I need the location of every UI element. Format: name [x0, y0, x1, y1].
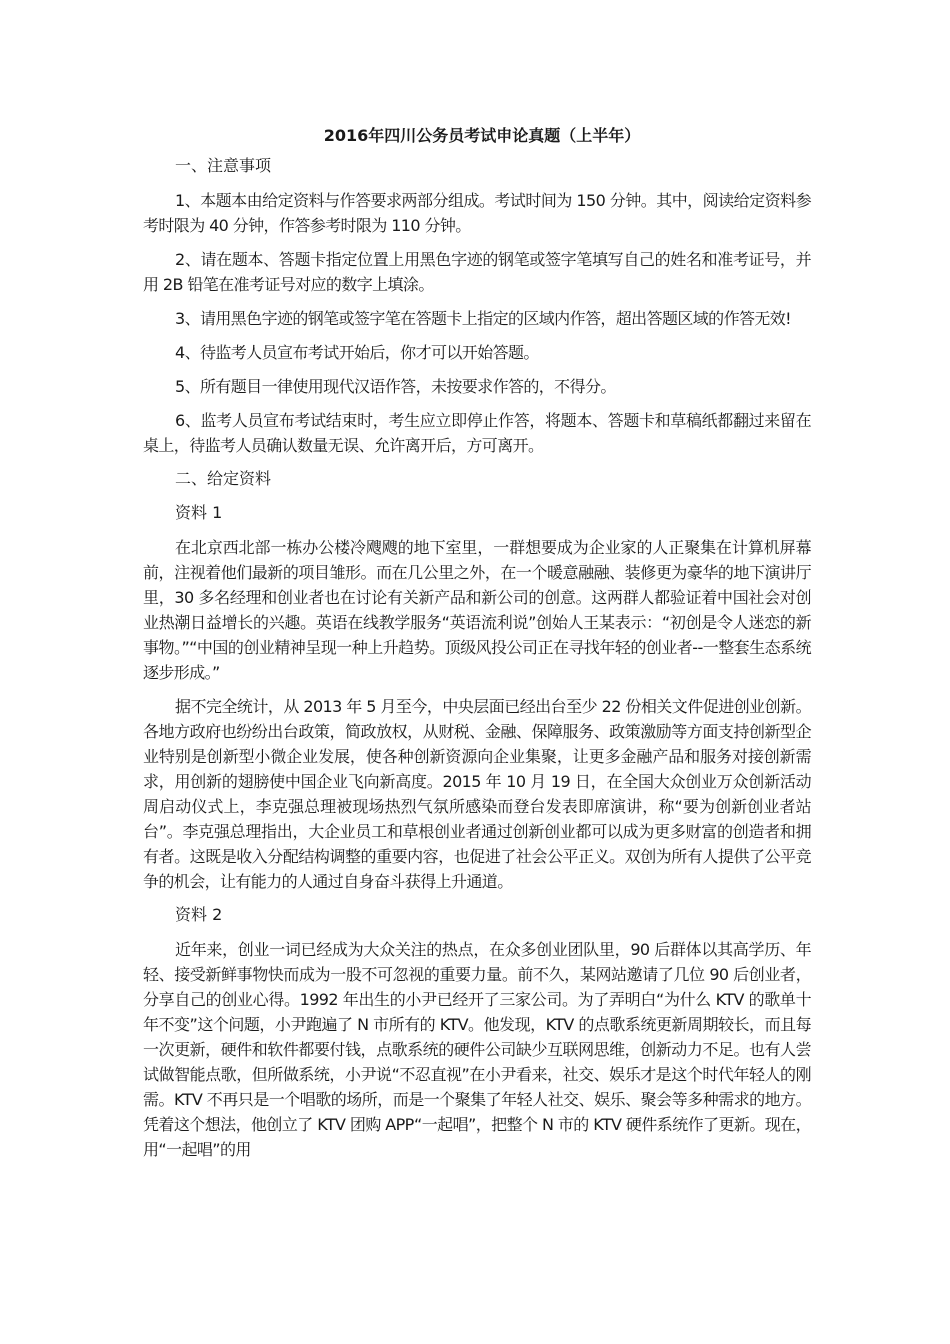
- material-heading: 资料 1: [175, 503, 223, 522]
- note-item: 5、所有题目一律使用现代汉语作答，未按要求作答的，不得分。: [175, 377, 616, 396]
- note-item: 2、请在题本、答题卡指定位置上用黑色字迹的钢笔或签字笔填写自己的姓名和准考证号，并用 2B 铅笔在准考证号对应的数字上填涂。: [143, 250, 811, 294]
- document-page: [143, 122, 811, 1171]
- section-heading-materials: 二、给定资料: [175, 469, 272, 488]
- document-title: 2016年四川公务员考试申论真题（上半年）: [323, 126, 641, 145]
- material-paragraph: 据不完全统计，从 2013 年 5 月至今，中央层面已经出台至少 22 份相关文件促进创业创新。各地方政府也纷纷出台政策，简政放权，从财税、金融、保障服务、政策激励等方面支持创新型企业特别是创新型小微企业发展，使各种创新资源向企业集聚，让更多金融产品和服务对接创新需求，用创新的翅膀使中国企业飞向新高度。2015 年 10 月 19 日，在全国大众创业万众创新活动周启动仪式上，李克强总理被现场热烈气氛所感染而登台发表即席演讲，称“要为创新创业者站台”。李克强总理指出，大企业员工和草根创业者通过创新创业都可以成为更多财富的创造者和拥有者。这既是收入分配结构调整的重要内容，也促进了社会公平正义。双创为所有人提供了公平竞争的机会，让有能力的人通过自身奋斗获得上升通道。: [143, 697, 811, 891]
- note-item: 1、本题本由给定资料与作答要求两部分组成。考试时间为 150 分钟。其中，阅读给定资料参考时限为 40 分钟，作答参考时限为 110 分钟。: [143, 191, 811, 235]
- material-paragraph: 在北京西北部一栋办公楼冷飕飕的地下室里，一群想要成为企业家的人正聚集在计算机屏幕前，注视着他们最新的项目雏形。而在几公里之外，在一个暖意融融、装修更为豪华的地下演讲厅里，30 多名经理和创业者也在讨论有关新产品和新公司的创意。这两群人都验证着中国社会对创业热潮日益增长的兴趣。英语在线教学服务“英语流利说”创始人王某表示：“初创是令人迷恋的新事物。”“中国的创业精神呈现一种上升趋势。顶级风投公司正在寻找年轻的创业者--一整套生态系统逐步形成。”: [143, 538, 811, 682]
- note-item: 4、待监考人员宣布考试开始后，你才可以开始答题。: [175, 343, 539, 362]
- note-item: 3、请用黑色字迹的钢笔或签字笔在答题卡上指定的区域内作答，超出答题区域的作答无效!: [175, 309, 791, 328]
- section-heading-notes: 一、注意事项: [175, 156, 272, 175]
- material-paragraph: 近年来，创业一词已经成为大众关注的热点，在众多创业团队里，90 后群体以其高学历、年轻、接受新鲜事物快而成为一股不可忽视的重要力量。前不久，某网站邀请了几位 90 后创业者，分享自己的创业心得。1992 年出生的小尹已经开了三家公司。为了弄明白“为什么 KTV 的歌单十年不变”这个问题，小尹跑遍了 N 市所有的 KTV。他发现，KTV 的点歌系统更新周期较长，而且每一次更新，硬件和软件都要付钱，点歌系统的硬件公司缺少互联网思维，创新动力不足。也有人尝试做智能点歌，但所做系统，小尹说“不忍直视”在小尹看来，社交、娱乐才是这个时代年轻人的刚需。KTV 不再只是一个唱歌的场所，而是一个聚集了年轻人社交、娱乐、聚会等多种需求的地方。凭着这个想法，他创立了 KTV 团购 APP“一起唱”，把整个 N 市的 KTV 硬件系统作了更新。现在，用“一起唱”的用: [143, 940, 811, 1159]
- note-item: 6、监考人员宣布考试结束时，考生应立即停止作答，将题本、答题卡和草稿纸都翻过来留在桌上，待监考人员确认数量无误、允许离开后，方可离开。: [143, 411, 811, 455]
- material-heading: 资料 2: [175, 905, 223, 924]
